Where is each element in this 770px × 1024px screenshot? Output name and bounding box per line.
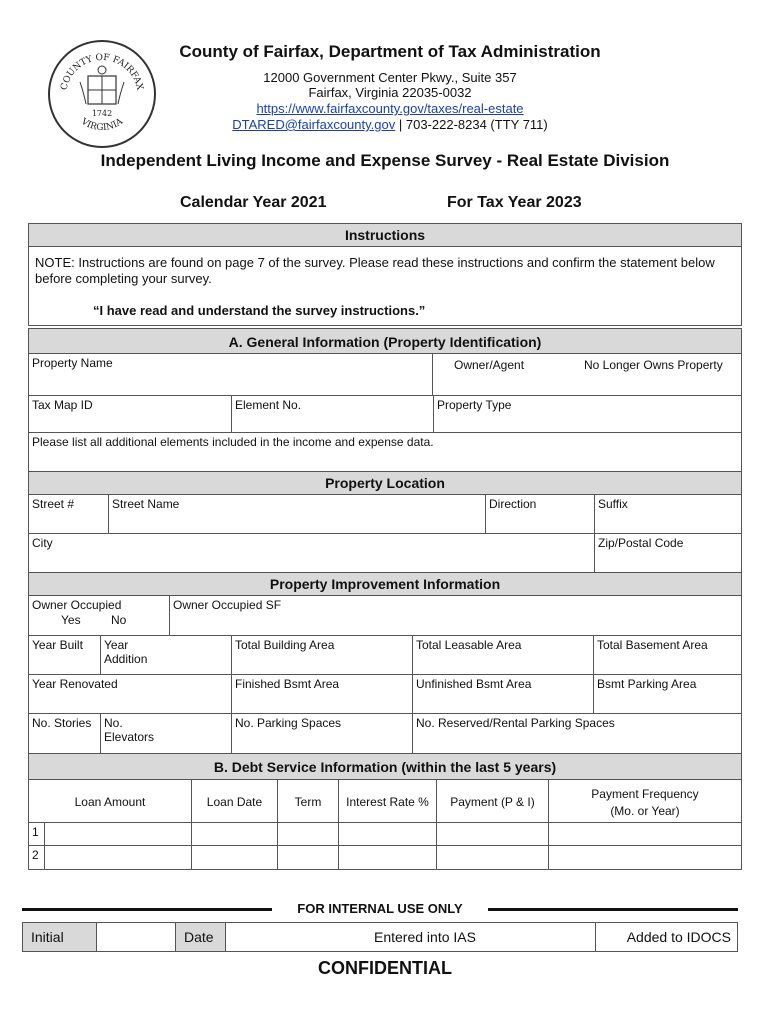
frequency-input[interactable] bbox=[548, 845, 742, 870]
tax-map-id-field[interactable] bbox=[28, 395, 232, 433]
city-label: City bbox=[32, 536, 53, 550]
internal-rule-left bbox=[22, 908, 272, 911]
street-name-field[interactable] bbox=[108, 494, 486, 534]
additional-elements-label: Please list all additional elements included in the income and expense data. bbox=[32, 435, 434, 449]
address-line-1: 12000 Government Center Pkwy., Suite 357 bbox=[263, 70, 517, 85]
property-name-field[interactable] bbox=[28, 353, 433, 396]
property-name-label: Property Name bbox=[32, 356, 113, 370]
owner-agent-field[interactable] bbox=[432, 353, 742, 396]
seal-year: 1742 bbox=[91, 109, 113, 118]
payment-header: Payment (P & I) bbox=[450, 795, 535, 809]
entered-ias-field[interactable] bbox=[225, 922, 596, 952]
phone-number: 703-222-8234 (TTY 711) bbox=[405, 117, 548, 132]
term-input[interactable] bbox=[277, 822, 339, 846]
bsmt-parking-field[interactable] bbox=[593, 674, 742, 714]
zip-field[interactable] bbox=[594, 533, 742, 573]
instructions-heading: Instructions bbox=[28, 223, 742, 247]
no-reserved-field[interactable] bbox=[412, 713, 742, 754]
no-reserved-label: No. Reserved/Rental Parking Spaces bbox=[416, 716, 615, 730]
org-title: County of Fairfax, Department of Tax Administration bbox=[179, 42, 601, 61]
street-no-field[interactable] bbox=[28, 494, 109, 534]
element-no-field[interactable] bbox=[231, 395, 434, 433]
loan-date-header: Loan Date bbox=[206, 795, 263, 809]
initial-label: Initial bbox=[22, 922, 97, 952]
location-heading: Property Location bbox=[28, 471, 742, 495]
debt-col-payment bbox=[436, 779, 549, 823]
no-parking-field[interactable] bbox=[231, 713, 413, 754]
debt-col-loan-date bbox=[191, 779, 278, 823]
street-no-label: Street # bbox=[32, 497, 75, 511]
finished-bsmt-label: Finished Bsmt Area bbox=[235, 677, 340, 691]
internal-heading: FOR INTERNAL USE ONLY bbox=[297, 901, 463, 916]
bsmt-parking-label: Bsmt Parking Area bbox=[597, 677, 697, 691]
total-building-area-label: Total Building Area bbox=[235, 638, 335, 652]
no-stories-label: No. Stories bbox=[32, 716, 92, 730]
entered-ias-label: Entered into IAS bbox=[374, 929, 476, 945]
term-input[interactable] bbox=[277, 845, 339, 870]
survey-title: Independent Living Income and Expense Survey - Real Estate Division bbox=[100, 151, 670, 170]
loan-date-input[interactable] bbox=[191, 822, 278, 846]
suffix-field[interactable] bbox=[594, 494, 742, 534]
website-link[interactable]: https://www.fairfaxcounty.gov/taxes/real-estate bbox=[256, 101, 524, 116]
svg-text:VIRGINIA bbox=[78, 116, 125, 133]
county-seal bbox=[48, 40, 156, 148]
instructions-box bbox=[28, 246, 742, 326]
frequency-input[interactable] bbox=[548, 822, 742, 846]
no-elevators-field[interactable] bbox=[100, 713, 232, 754]
interest-rate-header: Interest Rate % bbox=[346, 795, 429, 809]
tax-year: For Tax Year 2023 bbox=[447, 194, 582, 211]
street-name-label: Street Name bbox=[112, 497, 180, 511]
owner-occupied-sf-field[interactable] bbox=[169, 595, 742, 636]
property-type-field[interactable] bbox=[433, 395, 742, 433]
address-line-2: Fairfax, Virginia 22035-0032 bbox=[308, 85, 472, 100]
instructions-note: NOTE: Instructions are found on page 7 of the survey. Please read these instructions and confirm the statement below before completing your survey. bbox=[35, 255, 715, 286]
no-stories-field[interactable] bbox=[28, 713, 101, 754]
general-info-heading: A. General Information (Property Identification) bbox=[28, 328, 742, 354]
seal-top-text: COUNTY OF FAIRFAX bbox=[59, 52, 145, 92]
total-basement-area-label: Total Basement Area bbox=[597, 638, 708, 652]
initial-input[interactable] bbox=[96, 922, 176, 952]
added-idocs-field[interactable] bbox=[595, 922, 738, 952]
interest-rate-input[interactable] bbox=[338, 845, 437, 870]
contact-separator: | bbox=[395, 117, 406, 132]
seal-bottom-text: VIRGINIA bbox=[79, 116, 125, 134]
year-built-field[interactable] bbox=[28, 635, 101, 675]
owner-occupied-field[interactable] bbox=[28, 595, 170, 636]
suffix-label: Suffix bbox=[598, 497, 628, 511]
confidential-label: CONFIDENTIAL bbox=[318, 958, 452, 978]
term-header: Term bbox=[294, 795, 322, 809]
direction-field[interactable] bbox=[485, 494, 595, 534]
debt-row-number: 2 bbox=[28, 845, 45, 870]
total-leasable-area-label: Total Leasable Area bbox=[416, 638, 522, 652]
improvement-heading: Property Improvement Information bbox=[28, 572, 742, 596]
total-basement-area-field[interactable] bbox=[593, 635, 742, 675]
calendar-year: Calendar Year 2021 bbox=[180, 194, 327, 211]
unfinished-bsmt-field[interactable] bbox=[412, 674, 594, 714]
added-idocs-label: Added to IDOCS bbox=[626, 929, 731, 945]
year-built-label: Year Built bbox=[32, 638, 83, 652]
date-label: Date bbox=[175, 922, 226, 952]
loan-date-input[interactable] bbox=[191, 845, 278, 870]
year-renovated-label: Year Renovated bbox=[32, 677, 118, 691]
no-longer-owns-label: No Longer Owns Property bbox=[584, 358, 723, 372]
frequency-header: Payment Frequency (Mo. or Year) bbox=[591, 787, 699, 818]
internal-rule-right bbox=[488, 908, 738, 911]
seal-graphic bbox=[50, 42, 154, 146]
loan-amount-input[interactable] bbox=[44, 822, 192, 846]
email-link[interactable]: DTARED@fairfaxcounty.gov bbox=[232, 117, 396, 132]
year-renovated-field[interactable] bbox=[28, 674, 232, 714]
no-elevators-label: No. Elevators bbox=[104, 716, 155, 744]
element-no-label: Element No. bbox=[235, 398, 302, 412]
owner-agent-label: Owner/Agent bbox=[454, 358, 525, 372]
interest-rate-input[interactable] bbox=[338, 822, 437, 846]
owner-occupied-no[interactable]: No bbox=[111, 613, 127, 627]
no-parking-label: No. Parking Spaces bbox=[235, 716, 342, 730]
finished-bsmt-field[interactable] bbox=[231, 674, 413, 714]
debt-col-frequency bbox=[548, 779, 742, 823]
tax-map-id-label: Tax Map ID bbox=[32, 398, 93, 412]
owner-occupied-yes[interactable]: Yes bbox=[61, 613, 81, 627]
total-leasable-area-field[interactable] bbox=[412, 635, 594, 675]
owner-occupied-label: Owner Occupied bbox=[32, 598, 122, 612]
payment-input[interactable] bbox=[436, 822, 549, 846]
zip-label: Zip/Postal Code bbox=[598, 536, 684, 550]
unfinished-bsmt-label: Unfinished Bsmt Area bbox=[416, 677, 532, 691]
loan-amount-input[interactable] bbox=[44, 845, 192, 870]
year-addition-field[interactable] bbox=[100, 635, 232, 675]
debt-col-term bbox=[277, 779, 339, 823]
debt-col-interest bbox=[338, 779, 437, 823]
debt-heading: B. Debt Service Information (within the last 5 years) bbox=[28, 753, 742, 780]
debt-col-loan-amount bbox=[28, 779, 192, 823]
year-addition-label: Year Addition bbox=[104, 638, 148, 666]
city-field[interactable] bbox=[28, 533, 595, 573]
loan-amount-header: Loan Amount bbox=[74, 795, 146, 809]
property-type-label: Property Type bbox=[437, 398, 512, 412]
direction-label: Direction bbox=[489, 497, 537, 511]
owner-occupied-sf-label: Owner Occupied SF bbox=[173, 598, 282, 612]
instructions-confirm: “I have read and understand the survey instructions.” bbox=[93, 303, 426, 318]
debt-row-number: 1 bbox=[28, 822, 45, 846]
payment-input[interactable] bbox=[436, 845, 549, 870]
total-building-area-field[interactable] bbox=[231, 635, 413, 675]
additional-elements-field[interactable] bbox=[28, 432, 742, 472]
